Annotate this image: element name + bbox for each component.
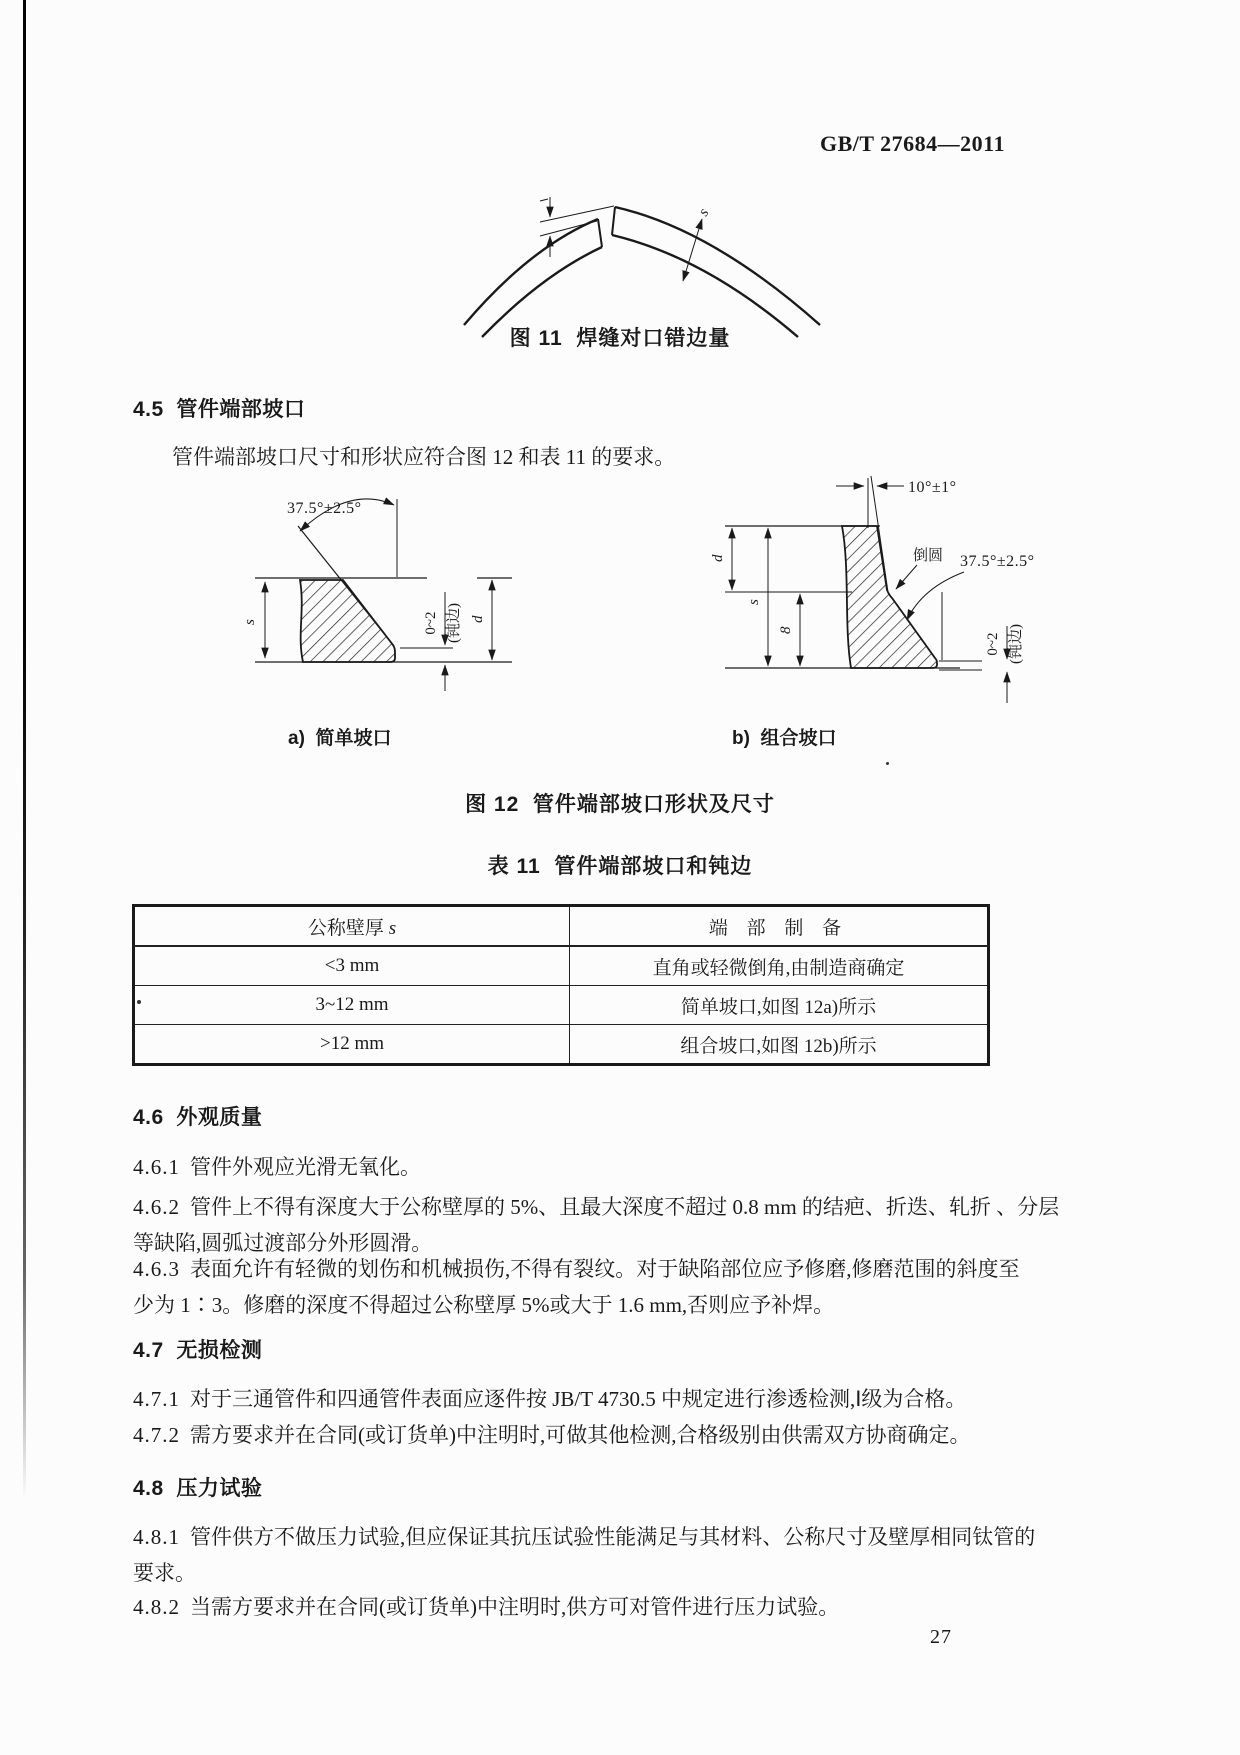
blunt-edge-label: (钝边) <box>1008 624 1024 664</box>
fillet-callout <box>896 547 943 589</box>
page-number: 27 <box>930 1626 952 1648</box>
scan-edge-artifact <box>23 0 26 1500</box>
paragraph-line <box>133 1589 1123 1625</box>
clause-text: 当需方要求并在合同(或订货单)中注明时,供方可对管件进行压力试验。 <box>190 1595 840 1619</box>
clause-text: 表面允许有轻微的划伤和机械损伤,不得有裂纹。对于缺陷部位应予修磨,修磨范围的斜度至 <box>190 1257 1020 1281</box>
header-end-preparation: 端 部 制 备 <box>570 906 988 946</box>
cell-preparation: 直角或轻微倒角,由制造商确定 <box>570 946 988 986</box>
clause-number: 4.7.1 <box>133 1387 180 1411</box>
dim-s-label: s <box>242 619 258 625</box>
table11 <box>133 905 989 1065</box>
figure12b-drawing <box>630 420 1050 720</box>
dimension-s <box>746 528 768 666</box>
dim-8-label: 8 <box>778 626 794 634</box>
paragraph-line <box>133 1417 1123 1453</box>
table-row <box>134 946 988 986</box>
blunt-edge-label: (钝边) <box>446 603 462 643</box>
clause-text: 需方要求并在合同(或订货单)中注明时,可做其他检测,合格级别由供需双方协商确定。 <box>190 1423 971 1447</box>
section-4-5-body: 管件端部坡口尺寸和形状应符合图 12 和表 11 的要求。 <box>172 445 676 469</box>
cell-preparation: 简单坡口,如图 12a)所示 <box>570 986 988 1025</box>
figure11-caption: 图 11 焊缝对口错边量 <box>509 327 731 350</box>
table-row <box>134 986 988 1025</box>
section-4-5-heading: 4.5 管件端部坡口 <box>133 398 306 421</box>
table11-title: 表 11 管件端部坡口和钝边 <box>487 855 753 878</box>
standard-number: GB/T 27684—2011 <box>820 131 1005 156</box>
figure12b-caption: b) 组合坡口 <box>732 728 837 749</box>
dimension-8 <box>778 594 800 666</box>
top-angle-label: 10°±1° <box>908 479 957 496</box>
dim-s-label: s <box>746 599 762 605</box>
dimension-d <box>710 528 732 590</box>
dim-s-label: s <box>695 205 713 219</box>
clause-number: 4.7.2 <box>133 1423 180 1447</box>
figure11-drawing <box>450 185 830 333</box>
paragraph-line: 等缺陷,圆弧过渡部分外形圆滑。 <box>133 1231 433 1255</box>
paragraph-line <box>133 1189 1123 1225</box>
bevel-angle-label: 37.5°±2.5° <box>960 553 1035 570</box>
header-s-variable: s <box>388 917 397 939</box>
paragraph-line: 少为 1∶3。修磨的深度不得超过公称壁厚 5%或大于 1.6 mm,否则应予补焊。 <box>133 1293 835 1317</box>
clause-number: 4.6.1 <box>133 1155 180 1179</box>
clause-text: 管件供方不做压力试验,但应保证其抗压试验性能满足与其材料、公称尺寸及壁厚相同钛管的 <box>190 1525 1036 1549</box>
paragraph-line <box>133 1519 1123 1555</box>
misalignment-dimension <box>540 197 614 257</box>
scan-artifact-dot <box>137 1000 141 1004</box>
table-row <box>134 1025 988 1065</box>
paragraph-line <box>133 1251 1123 1287</box>
scan-artifact-dot <box>886 762 889 765</box>
dim-d-label: d <box>710 554 726 562</box>
table-header-row <box>134 906 988 946</box>
header-wall-thickness-text: 公称壁厚 <box>307 917 389 939</box>
para-4-7-2 <box>133 1417 1123 1453</box>
figure12a-drawing <box>160 455 580 705</box>
para-4-6-1 <box>133 1149 1123 1185</box>
cell-thickness: <3 mm <box>134 946 570 986</box>
beveled-wall-section <box>300 580 395 662</box>
section-4-6-heading: 4.6 外观质量 <box>133 1106 263 1129</box>
clause-number: 4.8.1 <box>133 1525 180 1549</box>
cell-thickness: >12 mm <box>134 1025 570 1065</box>
clause-text: 管件外观应光滑无氧化。 <box>190 1155 421 1179</box>
clause-number: 4.6.3 <box>133 1257 180 1281</box>
dimension-s <box>242 582 265 658</box>
pipe-wall-left <box>464 219 602 337</box>
dimension-d <box>470 580 492 660</box>
clause-number: 4.8.2 <box>133 1595 180 1619</box>
para-4-7-1 <box>133 1381 1123 1417</box>
para-4-8-1 <box>133 1519 1123 1591</box>
paragraph-line <box>133 1381 1123 1417</box>
blunt-range-label: 0~2 <box>985 632 1001 656</box>
bevel-angle-label: 37.5°±2.5° <box>287 500 362 517</box>
clause-text: 对于三通管件和四通管件表面应逐件按 JB/T 4730.5 中规定进行渗透检测,Ⅰ级为合格。 <box>190 1387 967 1411</box>
cell-thickness: 3~12 mm <box>134 986 570 1025</box>
blunt-edge-dimension <box>423 592 462 691</box>
cell-preparation: 组合坡口,如图 12b)所示 <box>570 1025 988 1065</box>
clause-text: 管件上不得有深度大于公称壁厚的 5%、且最大深度不超过 0.8 mm 的结疤、折迭、轧折 、分层 <box>190 1195 1060 1219</box>
dim-d-label: d <box>470 615 486 623</box>
paragraph-line: 要求。 <box>133 1561 196 1585</box>
para-4-8-2 <box>133 1589 1123 1625</box>
clause-number: 4.6.2 <box>133 1195 180 1219</box>
paragraph-line <box>133 1149 1123 1185</box>
section-4-7-heading: 4.7 无损检测 <box>133 1339 263 1362</box>
header-wall-thickness <box>134 906 570 946</box>
pipe-wall-right <box>612 207 820 337</box>
figure12-caption: 图 12 管件端部坡口形状及尺寸 <box>465 793 775 816</box>
blunt-range-label: 0~2 <box>423 611 439 635</box>
fillet-label: 倒圆 <box>913 548 944 564</box>
blunt-edge-dimension <box>985 624 1024 703</box>
section-4-8-heading: 4.8 压力试验 <box>133 1477 263 1500</box>
para-4-6-3 <box>133 1251 1123 1323</box>
figure12a-caption: a) 简单坡口 <box>288 728 392 749</box>
